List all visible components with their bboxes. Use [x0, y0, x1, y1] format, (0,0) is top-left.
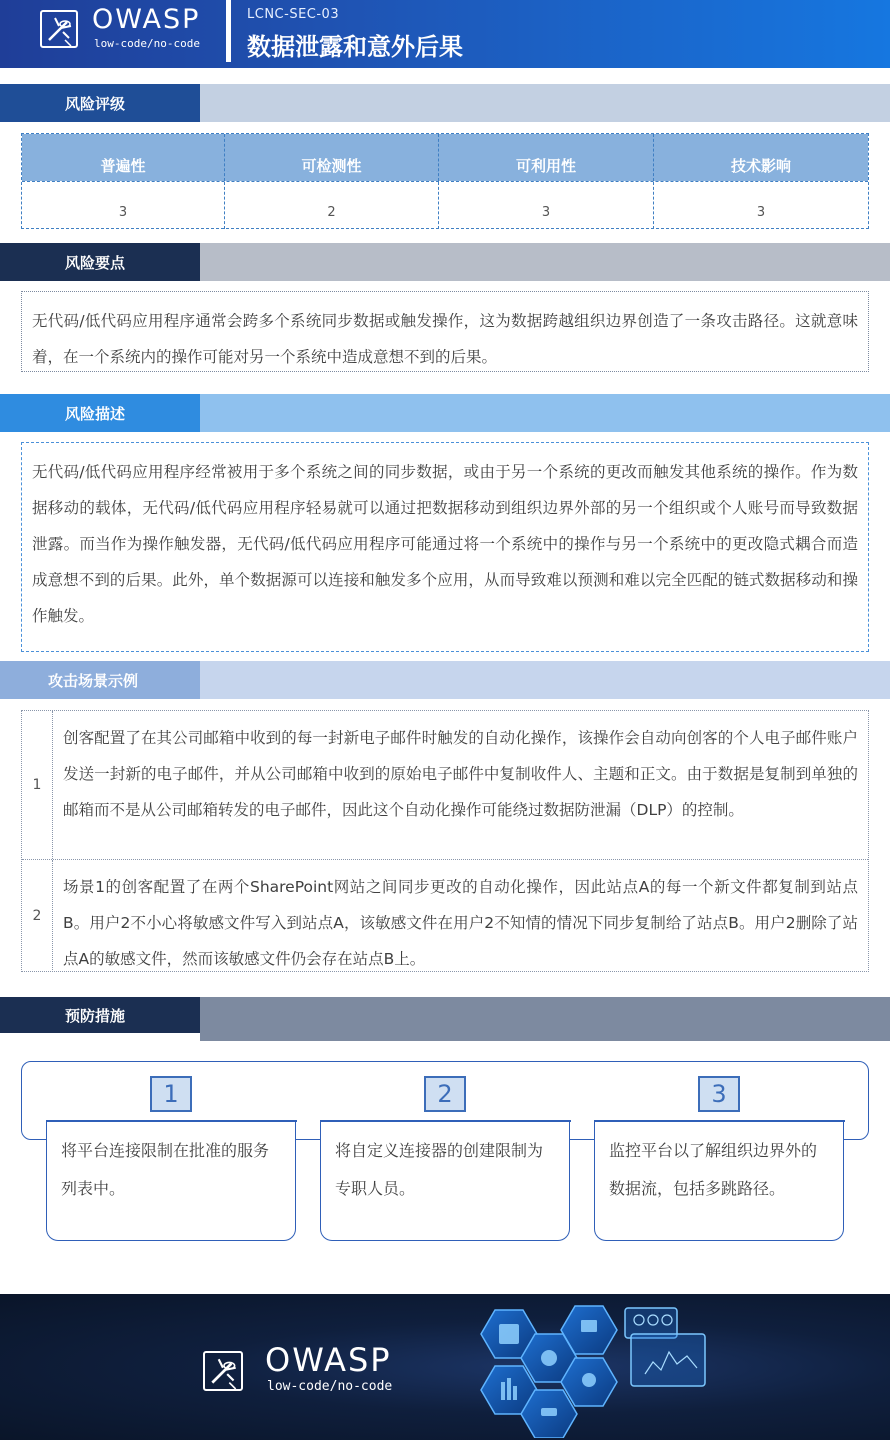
prevention-text: 监控平台以了解组织边界外的数据流，包括多跳路径。 [609, 1141, 818, 1198]
section-bar-fill [200, 243, 890, 281]
value-exploitability: 3 [439, 182, 654, 229]
section-risk-description [0, 394, 890, 432]
logo-wordmark: OWASP [92, 4, 201, 35]
wasp-icon [40, 10, 78, 48]
prevention-text: 将平台连接限制在批准的服务列表中。 [61, 1141, 270, 1198]
section-title: 攻击场景示例 [0, 661, 200, 699]
prevention-card [594, 1120, 844, 1241]
risk-code: LCNC-SEC-03 [247, 7, 340, 22]
section-title: 风险要点 [0, 243, 200, 281]
section-title: 预防措施 [0, 997, 200, 1033]
risk-points-text: 无代码/低代码应用程序通常会跨多个系统同步数据或触发操作，这为数据跨越组织边界创造了一条攻击路径。这就意味着，在一个系统内的操作可能对另一个系统中造成意想不到的后果。 [21, 291, 869, 372]
section-risk-points [0, 243, 890, 281]
header-exploitability: 可利用性 [439, 134, 654, 181]
section-prevention [0, 997, 890, 1041]
prevention-card [320, 1120, 570, 1241]
section-bar-fill [200, 84, 890, 122]
logo-wordmark: OWASP [265, 1341, 392, 1379]
scenario-number: 2 [22, 860, 53, 972]
section-title: 风险评级 [0, 84, 200, 122]
scenario-text: 创客配置了在其公司邮箱中收到的每一封新电子邮件时触发的自动化操作，该操作会自动向创客的个人电子邮件账户发送一封新的电子邮件，并从公司邮箱中收到的原始电子邮件中复制收件人、主题和正文。由于数据是复制到单独的邮箱而不是从公司邮箱转发的电子邮件，因此这个自动化操作可能绕过数据防泄漏（DLP）的控制。 [63, 729, 858, 819]
section-title: 风险描述 [0, 394, 200, 432]
value-technical-impact: 3 [756, 205, 766, 220]
owasp-logo [40, 4, 220, 60]
value-prevalence: 3 [22, 182, 225, 229]
table-row [22, 181, 868, 229]
header-technical-impact: 技术影响 [730, 157, 791, 175]
prevention-number: 2 [424, 1076, 466, 1112]
section-bar-fill [200, 997, 890, 1041]
prevention-number: 1 [150, 1076, 192, 1112]
logo-subtitle: low-code/no-code [94, 37, 200, 50]
header-divider [226, 0, 231, 62]
tech-hexagon-illustration [455, 1302, 715, 1440]
section-risk-rating [0, 84, 890, 122]
prevention-number: 3 [698, 1076, 740, 1112]
prevention-text: 将自定义连接器的创建限制为专职人员。 [335, 1141, 544, 1198]
table-row [22, 711, 868, 860]
header-detectability: 可检测性 [225, 134, 439, 181]
footer-owasp-logo [203, 1341, 413, 1401]
header-prevalence: 普遍性 [22, 134, 225, 181]
scenario-number: 1 [22, 711, 53, 859]
section-bar-fill [200, 394, 890, 432]
page-header [0, 0, 890, 68]
wasp-icon [203, 1351, 243, 1391]
page-footer [0, 1294, 890, 1440]
page-title: 数据泄露和意外后果 [247, 33, 463, 61]
attack-scenarios-table [21, 710, 869, 972]
section-attack-scenarios [0, 661, 890, 699]
scenario-text: 场景1的创客配置了在两个SharePoint网站之间同步更改的自动化操作，因此站点A的每一个新文件都复制到站点B。用户2不小心将敏感文件写入到站点A，该敏感文件在用户2不知情的情况下同步复制给了站点B。用户2删除了站点A的敏感文件，然而该敏感文件仍会存在站点B上。 [63, 878, 858, 968]
prevention-card [46, 1120, 296, 1241]
table-header-row [22, 134, 868, 181]
table-row [22, 860, 868, 972]
risk-description-text: 无代码/低代码应用程序经常被用于多个系统之间的同步数据，或由于另一个系统的更改而触发其他系统的操作。作为数据移动的载体，无代码/低代码应用程序轻易就可以通过把数据移动到组织边界外部的另一个组织或个人账号而导致数据泄露。而当作为操作触发器，无代码/低代码应用程序可能通过将一个系统中的操作与另一个系统中的更改隐式耦合而造成意想不到的后果。此外，单个数据源可以连接和触发多个应用，从而导致难以预测和难以完全匹配的链式数据移动和操作触发。 [21, 442, 869, 652]
logo-subtitle: low-code/no-code [267, 1379, 393, 1394]
section-bar-fill [200, 661, 890, 699]
value-detectability: 2 [225, 182, 439, 229]
risk-rating-table [21, 133, 869, 229]
